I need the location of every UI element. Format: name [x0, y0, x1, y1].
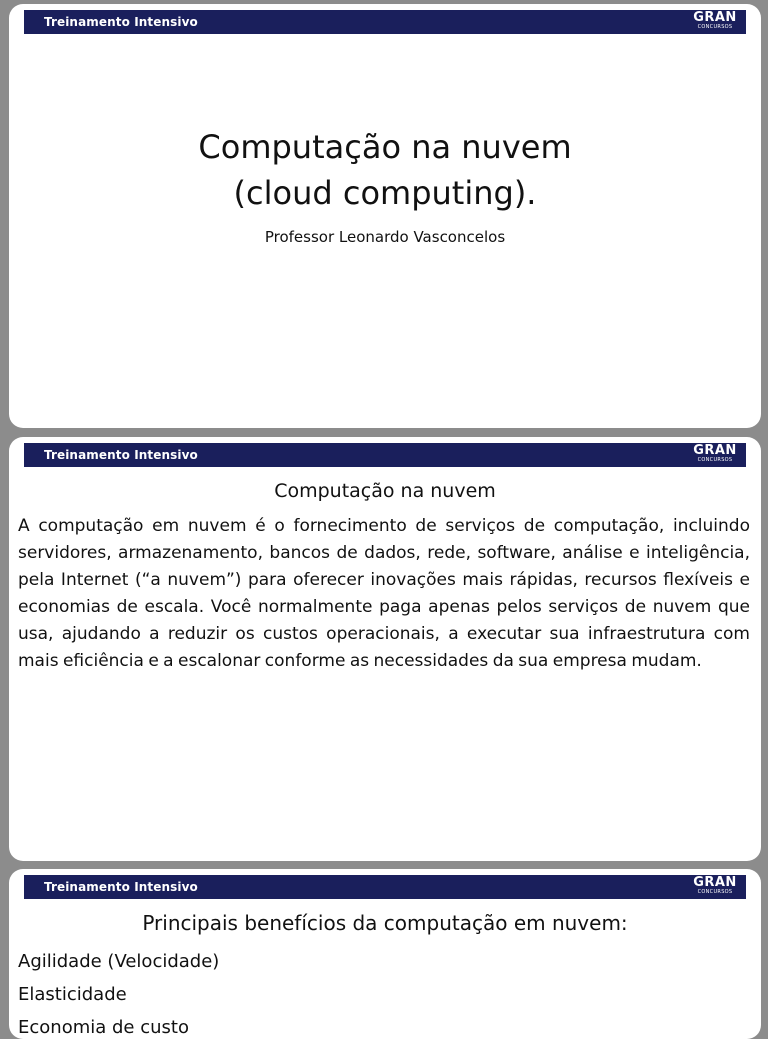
slide-body-text: A computação em nuvem é o fornecimento de serviços de computação, incluindo servidores, armazenamento, bancos de dados, rede, software, análise e inteligência, pela Internet (“a nuvem”) para oferecer inovações mais rápidas, recursos flexíveis e economias de escala. Você normalmente paga apenas pelos serviços de nuvem que usa, ajudando a reduzir os custos operacionais, a executar sua infraestrutura com mais eficiência e a escalonar conforme as necessidades da sua empresa mudam.	[18, 516, 750, 671]
list-item: Elasticidade	[18, 984, 127, 1005]
brand-name: GRAN	[693, 875, 737, 890]
slide-subtitle: Professor Leonardo Vasconcelos	[264, 228, 506, 246]
header-title: Treinamento Intensivo	[44, 448, 198, 462]
slide-title-line-1: Computação na nuvem	[198, 128, 572, 166]
slide-heading: Computação na nuvem	[274, 480, 496, 502]
brand-subtitle: CONCURSOS	[697, 24, 733, 30]
slide-2	[9, 437, 761, 861]
gran-logo	[690, 444, 740, 466]
brand-subtitle: CONCURSOS	[697, 457, 733, 463]
header-title: Treinamento Intensivo	[44, 880, 198, 894]
header-bar	[24, 875, 746, 899]
brand-name: GRAN	[693, 443, 737, 458]
gran-logo	[690, 876, 740, 898]
slide-1	[9, 4, 761, 428]
brand-subtitle: CONCURSOS	[697, 889, 733, 895]
list-item: Economia de custo	[18, 1017, 189, 1038]
benefits-list	[18, 945, 219, 1039]
header-title: Treinamento Intensivo	[44, 15, 198, 29]
slide-title-line-2: (cloud computing).	[233, 174, 537, 212]
gran-logo	[690, 11, 740, 33]
slide-3	[9, 869, 761, 1039]
brand-name: GRAN	[693, 10, 737, 25]
slide-heading: Principais benefícios da computação em nuvem:	[142, 911, 628, 935]
list-item: Agilidade (Velocidade)	[18, 951, 220, 972]
header-bar	[24, 443, 746, 467]
slide-title	[9, 124, 761, 216]
header-bar	[24, 10, 746, 34]
